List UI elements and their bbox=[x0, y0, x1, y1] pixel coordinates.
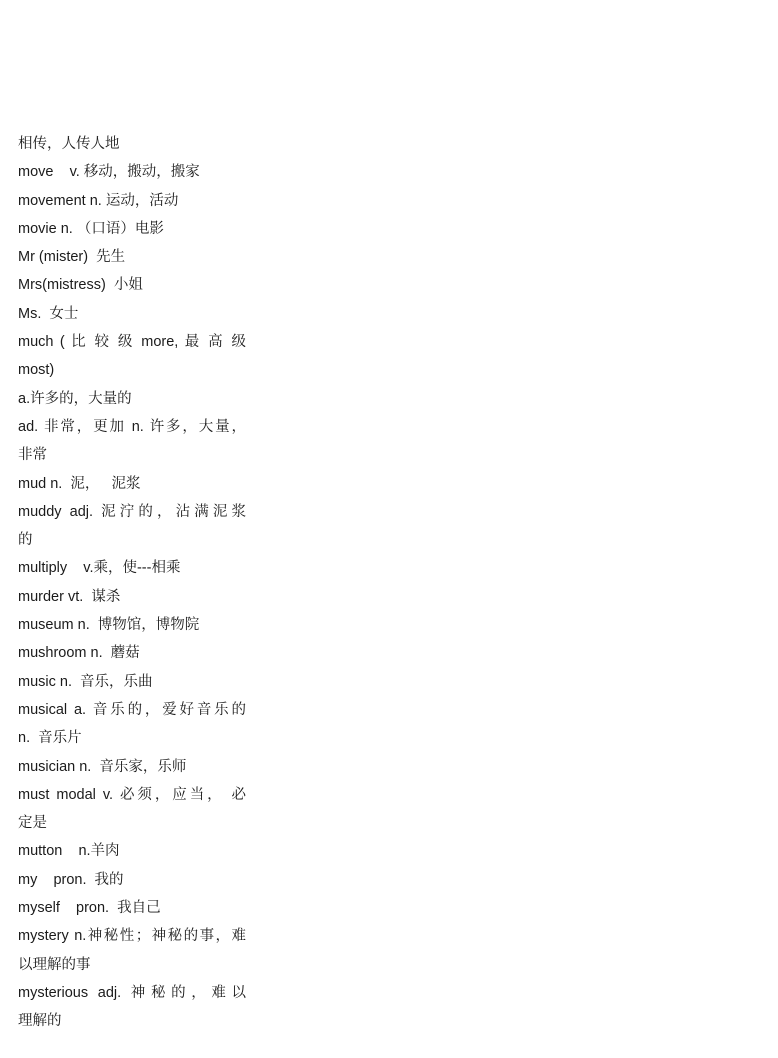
text-line: 理解的 bbox=[18, 1013, 62, 1030]
text-line: most) bbox=[18, 362, 55, 379]
text-line: mushroom n. 蘑菇 bbox=[18, 645, 140, 662]
vocabulary-column bbox=[18, 130, 246, 1036]
text-line: multiply v.乘，使---相乘 bbox=[18, 560, 181, 577]
text-line: n. 音乐片 bbox=[18, 730, 82, 747]
text-line: 以理解的事 bbox=[18, 956, 91, 973]
text-line: muddy adj. 泥泞的，沾满泥浆 bbox=[18, 503, 246, 520]
text-line: much ( 比 较 级 more, 最 高 级 bbox=[18, 334, 246, 351]
text-line: my pron. 我的 bbox=[18, 871, 124, 888]
text-line: Mr (mister) 先生 bbox=[18, 249, 126, 266]
text-line: movie n. （口语）电影 bbox=[18, 220, 164, 237]
text-line: mystery n.神秘性；神秘的事，难 bbox=[18, 928, 246, 945]
text-line: museum n. 博物馆，博物院 bbox=[18, 617, 200, 634]
text-line: move v. 移动，搬动，搬家 bbox=[18, 164, 200, 181]
text-line: mysterious adj. 神秘的，难以 bbox=[18, 984, 246, 1001]
text-line: must modal v. 必须，应当， 必 bbox=[18, 786, 246, 803]
text-line: Mrs(mistress) 小姐 bbox=[18, 277, 143, 294]
text-line: mud n. 泥， 泥浆 bbox=[18, 475, 141, 492]
text-line: 非常 bbox=[18, 447, 47, 464]
text-line: Ms. 女士 bbox=[18, 305, 79, 322]
text-line: musical a. 音乐的，爱好音乐的 bbox=[18, 701, 246, 718]
text-line: 相传，人传人地 bbox=[18, 136, 120, 152]
text-line: 定是 bbox=[18, 815, 47, 832]
text-line: musician n. 音乐家，乐师 bbox=[18, 758, 187, 775]
text-line: a.许多的，大量的 bbox=[18, 390, 132, 407]
text-line: myself pron. 我自己 bbox=[18, 900, 161, 917]
text-line: ad. 非常，更加 n. 许多，大量， bbox=[18, 418, 246, 435]
text-line: mutton n.羊肉 bbox=[18, 843, 120, 860]
text-line: music n. 音乐，乐曲 bbox=[18, 673, 153, 690]
text-line: murder vt. 谋杀 bbox=[18, 588, 121, 605]
text-line: movement n. 运动，活动 bbox=[18, 192, 179, 209]
text-line: 的 bbox=[18, 532, 33, 549]
